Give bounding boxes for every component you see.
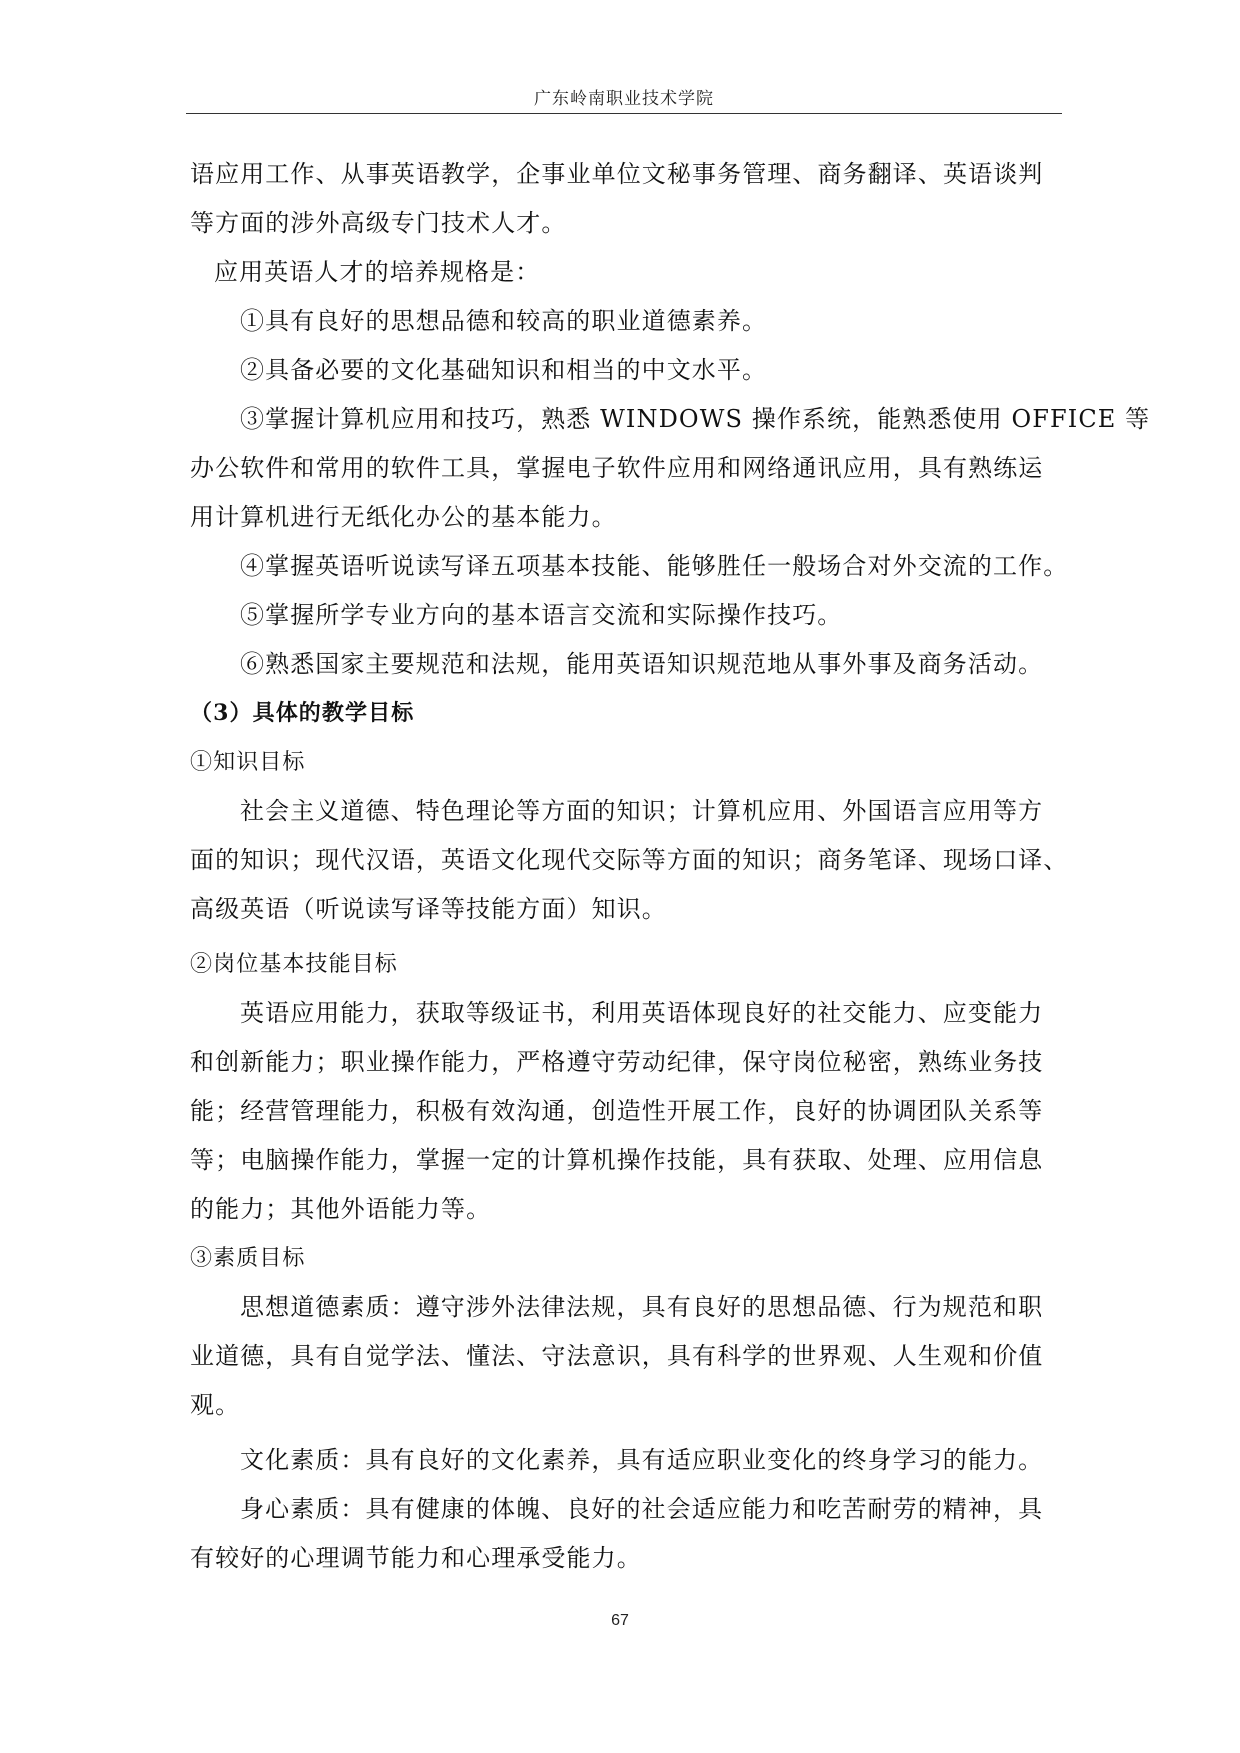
- spec-intro: 应用英语人才的培养规格是：: [214, 258, 541, 286]
- goal-3-moral: 思想道德素质：遵守涉外法律法规，具有良好的思想品德、行为规范和职: [240, 1293, 1044, 1321]
- spec-item-3-cont: 办公软件和常用的软件工具，掌握电子软件应用和网络通讯应用，具有熟练运: [190, 454, 1044, 482]
- goal-3-body: 身心素质：具有健康的体魄、良好的社会适应能力和吃苦耐劳的精神，具: [240, 1495, 1044, 1523]
- header-divider: [186, 113, 1062, 114]
- goal-2-title: ②岗位基本技能目标: [190, 952, 398, 977]
- goal-1-text-cont: 高级英语（听说读写译等技能方面）知识。: [190, 895, 667, 923]
- goal-1-text-cont: 面的知识；现代汉语，英语文化现代交际等方面的知识；商务笔译、现场口译、: [190, 846, 1069, 874]
- spec-item-2: ②具备必要的文化基础知识和相当的中文水平。: [240, 356, 768, 384]
- spec-item-3: ③掌握计算机应用和技巧，熟悉 WINDOWS 操作系统，能熟悉使用 OFFICE 等: [240, 405, 1151, 433]
- goal-1-text: 社会主义道德、特色理论等方面的知识；计算机应用、外国语言应用等方: [240, 797, 1044, 825]
- spec-item-6: ⑥熟悉国家主要规范和法规，能用英语知识规范地从事外事及商务活动。: [240, 650, 1044, 678]
- spec-item-5: ⑤掌握所学专业方向的基本语言交流和实际操作技巧。: [240, 601, 843, 629]
- spec-item-3-cont: 用计算机进行无纸化办公的基本能力。: [190, 503, 617, 531]
- goal-3-title: ③素质目标: [190, 1246, 306, 1271]
- goal-2-text-cont: 能；经营管理能力，积极有效沟通，创造性开展工作，良好的协调团队关系等: [190, 1097, 1044, 1125]
- spec-item-4: ④掌握英语听说读写译五项基本技能、能够胜任一般场合对外交流的工作。: [240, 552, 1069, 580]
- spec-item-1: ①具有良好的思想品德和较高的职业道德素养。: [240, 307, 768, 335]
- goal-3-moral-cont: 业道德，具有自觉学法、懂法、守法意识，具有科学的世界观、人生观和价值: [190, 1342, 1044, 1370]
- paragraph-line: 语应用工作、从事英语教学，企事业单位文秘事务管理、商务翻译、英语谈判: [190, 160, 1044, 188]
- paragraph-line: 等方面的涉外高级专门技术人才。: [190, 209, 567, 237]
- goal-1-title: ①知识目标: [190, 750, 306, 775]
- goal-2-text-cont: 等；电脑操作能力，掌握一定的计算机操作技能，具有获取、处理、应用信息: [190, 1146, 1044, 1174]
- goal-3-moral-cont: 观。: [190, 1391, 241, 1419]
- page-number: 67: [611, 1612, 629, 1629]
- goal-2-text-cont: 和创新能力；职业操作能力，严格遵守劳动纪律，保守岗位秘密，熟练业务技: [190, 1048, 1044, 1076]
- goal-3-body-cont: 有较好的心理调节能力和心理承受能力。: [190, 1544, 642, 1572]
- goal-3-culture: 文化素质：具有良好的文化素养，具有适应职业变化的终身学习的能力。: [240, 1446, 1044, 1474]
- section-heading: （3）具体的教学目标: [190, 700, 415, 726]
- page-body: [190, 150, 1151, 1583]
- goal-2-text-cont: 的能力；其他外语能力等。: [190, 1195, 492, 1223]
- goal-2-text: 英语应用能力，获取等级证书，利用英语体现良好的社交能力、应变能力: [240, 999, 1044, 1027]
- page-header-title: 广东岭南职业技术学院: [534, 89, 714, 109]
